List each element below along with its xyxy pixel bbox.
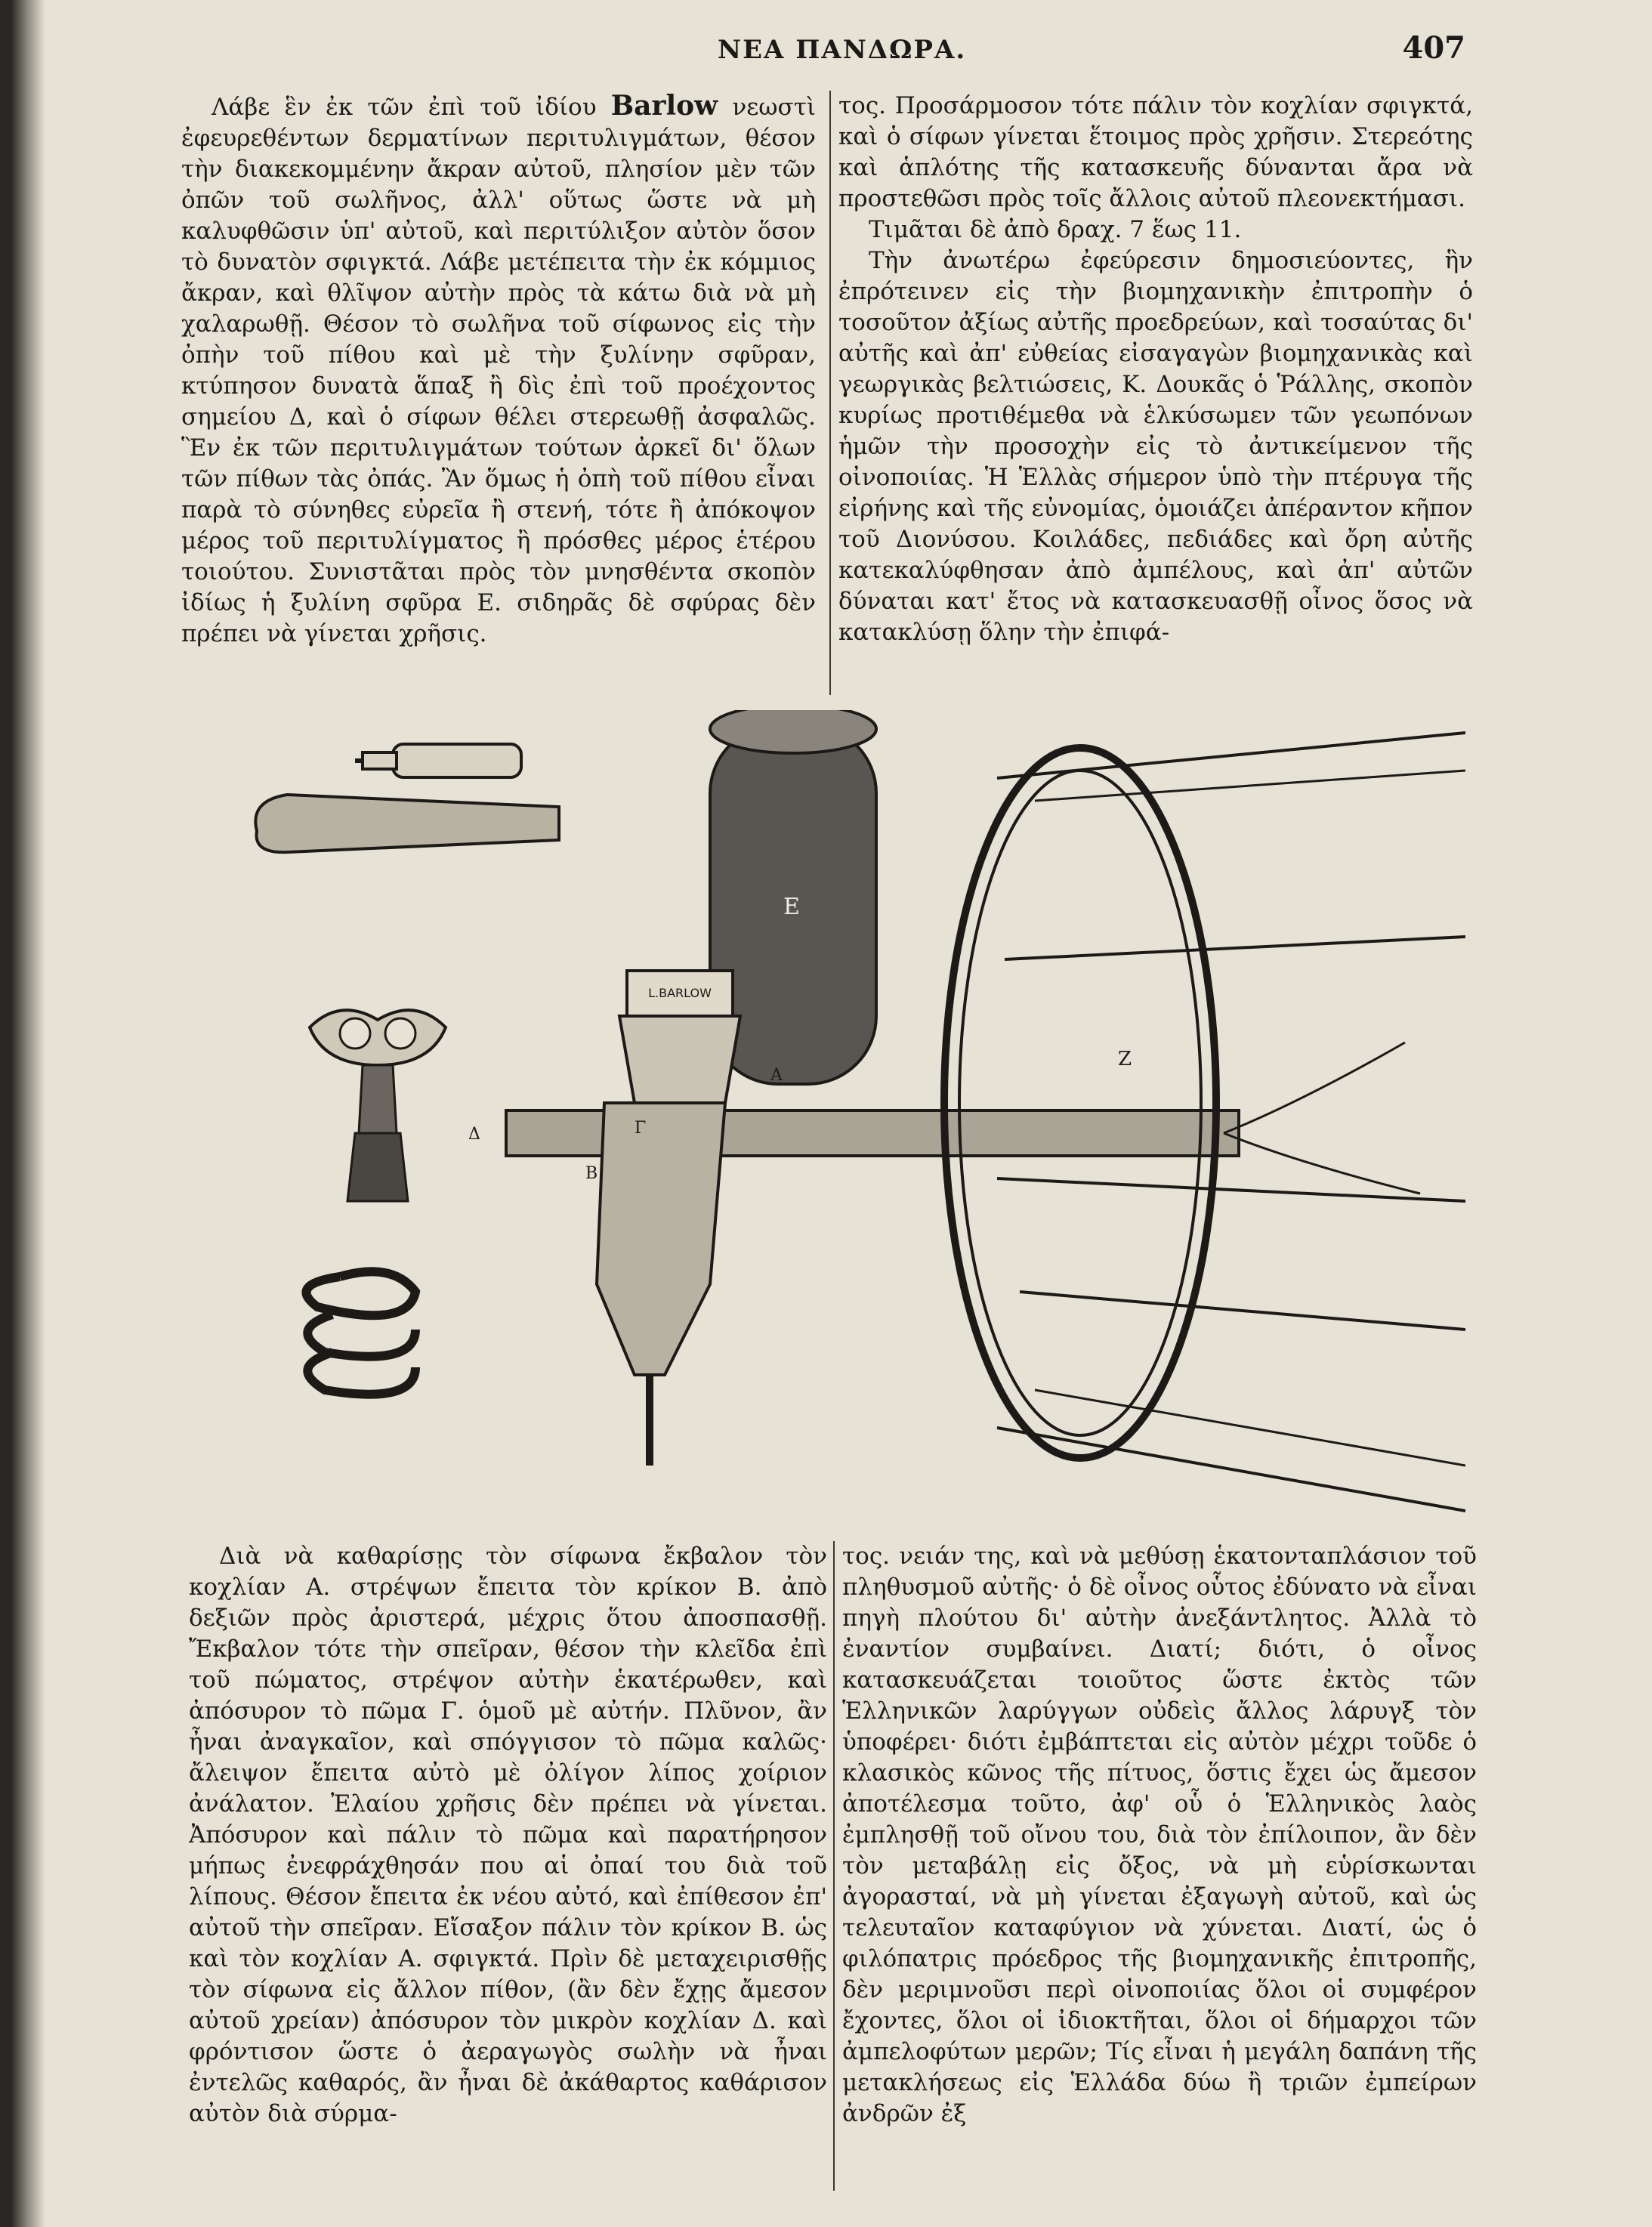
- paragraph: Τὴν ἀνωτέρω ἐφεύρεσιν δημοσιεύοντες, ἣν ἐπρότεινεν εἰς τὴν βιομηχανικὴν ἐπιτροπὴν ὁ τοσοῦτον ἀξίως αὐτῆς προεδρεύων, καὶ τοσαύτας δι' αὐτῆς καὶ ἀπ' εὐθείας εἰσαγαγὼν βιομηχανικὰς καὶ γεωργικὰς βελτιώσεις, Κ. Δουκᾶς ὁ Ῥάλλης, σκοπὸν κυρίως προτιθέμεθα νὰ ἑλκύσωμεν τῶν γεωπόνων ἡμῶν τὴν προσοχὴν εἰς τὸ ἀντικείμενον τῆς οἰνοποιίας. Ἡ Ἑλλὰς σήμερον ὑπὸ τὴν πτέρυγα τῆς εἰρήνης καὶ τῆς εὐνομίας, ὁμοιάζει ἀπέραντον κῆπον τοῦ Διονύσου. Κοιλάδες, πεδιάδες καὶ ὄρη αὐτῆς κατεκαλύφθησαν ἀπὸ ἀμπέλους, καὶ ἀπ' αὐτῶν δύναται κατ' ἔτος νὰ κατασκευασθῇ οἶνος ὅσος νὰ κατακλύσῃ ὅλην τὴν ἐπιφά-: [838, 247, 1473, 646]
- column-rule-bottom: [833, 1541, 835, 2191]
- page-number: 407: [1402, 30, 1465, 66]
- spring-part: [306, 1271, 415, 1394]
- paragraph: [181, 91, 816, 650]
- column-bottom-left: [189, 1541, 827, 2206]
- lead-text: Λάβε ἓν ἐκ τῶν ἐπὶ τοῦ ἰδίου: [212, 94, 597, 121]
- inventor-name: Barlow: [610, 91, 718, 122]
- key-part: [310, 1010, 446, 1201]
- label-mallet: Ε: [783, 894, 800, 920]
- nozzle-part: [355, 744, 521, 777]
- running-title: ΝΕΑ ΠΑΝΔΩΡΑ.: [718, 35, 967, 65]
- column-rule-top: [829, 91, 831, 695]
- label-b: B: [585, 1164, 598, 1183]
- label-brand: L.BARLOW: [648, 986, 712, 1000]
- paragraph: τος. νειάν της, καὶ νὰ μεθύσῃ ἑκατονταπλάσιον τοῦ πληθυσμοῦ αὐτῆς· ὁ δὲ οἶνος οὗτος ἐδύνατο νὰ εἶναι πηγὴ πλούτου δι' αὐτὴν ἀνεξάντλητος. Ἀλλὰ τὸ ἐναντίον συμβαίνει. Διατί; διότι, ὁ οἶνος κατασκευάζεται τοιοῦτος ὥστε ἐκτὸς τῶν Ἑλληνικῶν λαρύγγων οὐδεὶς ἄλλος λάρυγξ τὸν ὑποφέρει· διότι ἐμβάπτεται εἰς αὐτὸν μέχρι τοῦδε ὁ κλασικὸς κῶνος τῆς πίτυος, ὅστις ἔχει ὡς ἄμεσον ἀποτέλεσμα τοῦτο, ἀφ' οὗ ὁ Ἑλληνικὸς λαὸς ἐμπλησθῇ τοῦ οἴνου του, διὰ τὸν ἐπίλοιπον, ἂν δὲν τὸν μεταβάλῃ εἰς ὄξος, νὰ μὴ εὑρίσκωνται ἀγορασταί, νὰ μὴ γίνεται ἐξαγωγὴ αὐτοῦ, καὶ ὡς τελευταῖον καταφύγιον νὰ χύνεται. Διατί, ὡς ὁ φιλόπατρις πρόεδρος τῆς βιομηχανικῆς ἐπιτροπῆς, δὲν μεριμνοῦσι περὶ οἰνοποιίας ὅλοι οἱ συμφέρον ἔχοντες, ὅλοι οἱ ἰδιοκτῆται, ὅλοι οἱ δήμαρχοι τῶν ἀμπελοφύτων μερῶν; Τίς εἶναι ἡ μεγάλη δαπάνη τῆς μετακλήσεως εἰς Ἑλλάδα δύω ἢ τριῶν ἐμπείρων ἀνδρῶν ἐξ: [842, 1543, 1477, 2127]
- label-a: A: [770, 1066, 783, 1085]
- page-gutter-shadow: [0, 0, 45, 2227]
- running-head: [181, 30, 1465, 76]
- column-top-right: [838, 91, 1473, 695]
- paragraph-body: νεωστὶ ἐφευρεθέντων δερματίνων περιτυλιγμάτων, θέσον τὴν διακεκομμένην ἄκραν αὐτοῦ, πλησίον μὲν τῶν ὀπῶν τοῦ σωλῆνος, ἀλλ' οὕτως ὥστε νὰ μὴ καλυφθῶσιν ὑπ' αὐτοῦ, καὶ περιτύλιξον αὐτὸν ὅσον τὸ δυνατὸν σφιγκτά. Λάβε μετέπειτα τὴν ἐκ κόμμιος ἄκραν, καὶ θλῖψον αὐτὴν πρὸς τὰ κάτω διὰ νὰ μὴ χαλαρωθῇ. Θέσον τὸ σωλῆνα τοῦ σίφωνος εἰς τὴν ὀπὴν τοῦ πίθου καὶ μὲ τὴν ξυλίνην σφῦραν, κτύπησον δυνατὰ ἅπαξ ἢ δὶς ἐπὶ τοῦ προέχοντος σημείου Δ, καὶ ὁ σίφων θέλει στερεωθῇ ἀσφαλῶς. Ἓν ἐκ τῶν περιτυλιγμάτων τούτων ἀρκεῖ δι' ὅλων τῶν πίθων τὰς ὀπάς. Ἂν ὅμως ἡ ὀπὴ τοῦ πίθου εἶναι παρὰ τὸ σύνηθες εὐρεῖα ἢ στενή, τότε ἢ ἀπόκοψον μέρος τοῦ περιτυλίγματος ἢ πρόσθες μέρος ἑτέρου τοιούτου. Συνιστᾶται πρὸς τὸν μνησθέντα σκοπὸν ἰδίως ἡ ξυλίνη σφῦρα Ε. σιδηρᾶς δὲ σφύρας δὲν πρέπει νὰ γίνεται χρῆσις.: [181, 94, 816, 647]
- paragraph: Διὰ νὰ καθαρίσῃς τὸν σίφωνα ἔκβαλον τὸν κοχλίαν Α. στρέψων ἔπειτα τὸν κρίκον Β. ἀπὸ δεξιῶν πρὸς ἀριστερά, μέχρις ὅτου ἀποσπασθῇ. Ἔκβαλον τότε τὴν σπεῖραν, θέσον τὴν κλεῖδα ἐπὶ τοῦ πώματος, στρέψον αὐτὴν ἑκατέρωθεν, καὶ ἀπόσυρον τὸ πῶμα Γ. ὁμοῦ μὲ αὐτήν. Πλῦνον, ἂν ἦναι ἀναγκαῖον, καὶ σπόγγισον τὸ πῶμα καλῶς· ἄλειψον ἔπειτα αὐτὸ μὲ ὀλίγον λίπος χοίριον ἀνάλατον. Ἐλαίου χρῆσις δὲν πρέπει νὰ γίνεται. Ἀπόσυρον καὶ πάλιν τὸ πῶμα καὶ παρατήρησον μήπως ἐνεφράχθησάν που αἱ ὀπαί του διὰ τοῦ λίπους. Θέσον ἔπειτα ἐκ νέου αὐτό, καὶ ἐπίθεσον ἐπ' αὐτοῦ τὴν σπεῖραν. Εἴσαξον πάλιν τὸν κρίκον Β. ὡς καὶ τὸν κοχλίαν Α. σφιγκτά. Πρὶν δὲ μεταχειρισθῇς τὸν σίφωνα εἰς ἄλλον πίθον, (ἂν δὲν ἔχῃς ἄμεσον αὐτοῦ χρείαν) ἀπόσυρον τὸν μικρὸν κοχλίαν Δ. καὶ φρόντισον ὥστε ὁ ἀεραγωγὸς σωλὴν νὰ ἦναι ἐντελῶς καθαρός, ἂν ἦναι δὲ ἀκάθαρτος καθάρισον αὐτὸν διὰ σύρμα-: [189, 1543, 827, 2127]
- column-top-left: [181, 91, 816, 695]
- label-gamma: Γ: [635, 1119, 647, 1138]
- price-line: Τιμᾶται δὲ ἀπὸ δραχ. 7 ἕως 11.: [869, 216, 1242, 243]
- label-z: Z: [1118, 1048, 1132, 1070]
- siphon-illustration: [242, 710, 1465, 1526]
- label-delta: Δ: [468, 1125, 480, 1144]
- column-bottom-right: [842, 1541, 1477, 2206]
- paragraph: τος. Προσάρμοσον τότε πάλιν τὸν κοχλίαν σφιγκτά, καὶ ὁ σίφων γίνεται ἕτοιμος πρὸς χρῆσιν. Στερεότης καὶ ἁπλότης τῆς κατασκευῆς δύνανται ἄρα νὰ προστεθῶσι πρὸς τοῖς ἄλλοις αὐτοῦ πλεονεκτήμασι.: [838, 92, 1473, 212]
